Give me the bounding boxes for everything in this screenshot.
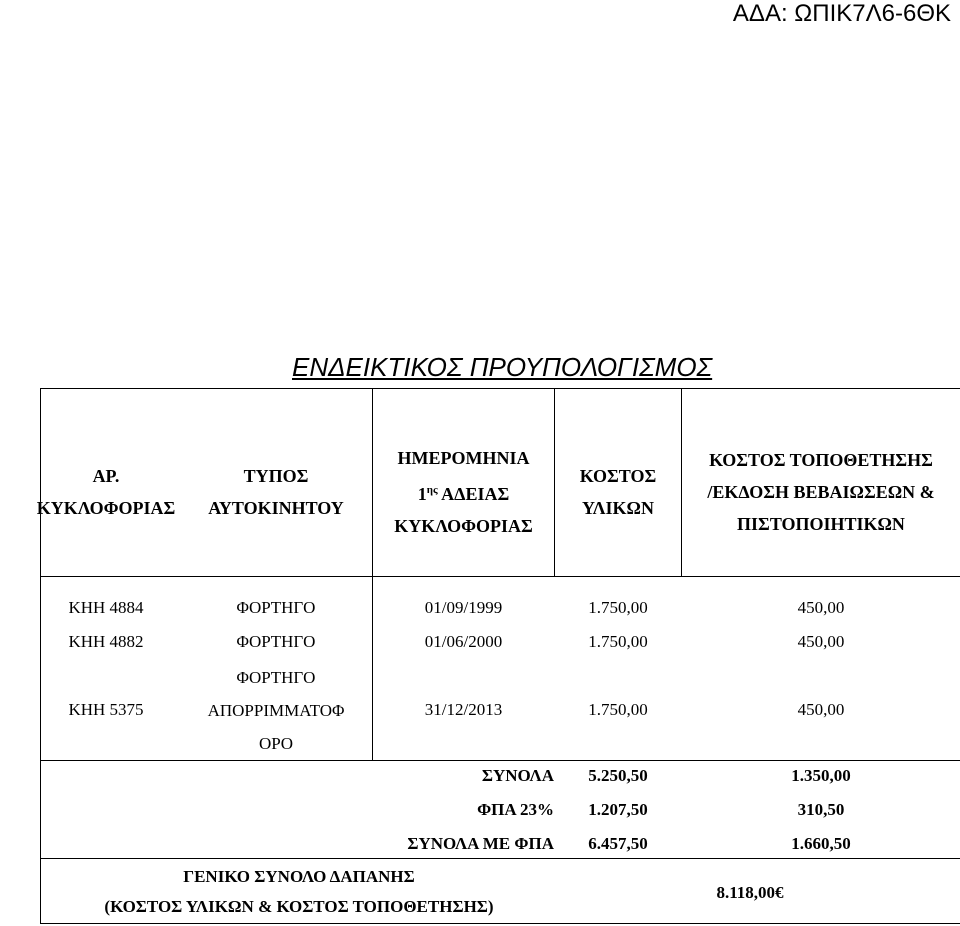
- install-cell: 450,00: [797, 598, 845, 617]
- totals-with-vat-install: 1.660,50: [791, 834, 851, 853]
- ada-code: ΑΔΑ: ΩΠΙΚ7Λ6-6ΘΚ: [732, 0, 951, 27]
- vat-install: 310,50: [797, 800, 845, 819]
- materials-cell: 1.750,00: [588, 700, 648, 719]
- totals-install: 1.350,00: [791, 766, 851, 785]
- vehicle-type-cell: ΦΟΡΤΗΓΟ: [236, 632, 316, 651]
- header-vehicle-type: ΤΥΠΟΣ ΑΥΤΟΚΙΝΗΤΟΥ: [208, 466, 344, 518]
- install-cell: 450,00: [797, 700, 845, 719]
- header-first-license-date: ΗΜΕΡΟΜΗΝΙΑ $1^{\eta\varsigma}$ ΑΔΕΙΑΣ ΚΥΚΛΟΦΟΡΙΑΣ: [394, 448, 533, 536]
- vehicle-type-cell: ΦΟΡΤΗΓΟ ΑΠΟΡΡΙΜΜΑΤΟΦ ΟΡΟ: [207, 667, 345, 753]
- date-cell: 31/12/2013: [424, 700, 503, 719]
- plate-cell: ΚΗΗ 4884: [68, 598, 144, 617]
- totals-divider: [40, 760, 960, 761]
- vat-label: ΦΠΑ 23%: [477, 800, 554, 819]
- page-title: ΕΝΔΕΙΚΤΙΚΟΣ ΠΡΟΥΠΟΛΟΓΙΣΜΟΣ: [292, 352, 713, 382]
- header-installation-cost: ΚΟΣΤΟΣ ΤΟΠΟΘΕΤΗΣΗΣ /ΕΚΔΟΣΗ ΒΕΒΑΙΩΣΕΩΝ & ΠΙΣΤΟΠΟΙΗΤΙΚΩΝ: [707, 450, 935, 534]
- table-border-top: [40, 388, 960, 389]
- totals-with-vat-label: ΣΥΝΟΛΑ ΜΕ ΦΠΑ: [407, 834, 554, 853]
- header-plate: ΑΡ. ΚΥΚΛΟΦΟΡΙΑΣ: [36, 466, 176, 518]
- plate-cell: ΚΗΗ 4882: [68, 632, 144, 651]
- table-border-bottom: [40, 923, 960, 924]
- totals-label: ΣΥΝΟΛΑ: [481, 766, 554, 785]
- grand-total-label: ΓΕΝΙΚΟ ΣΥΝΟΛΟ ΔΑΠΑΝΗΣ (ΚΟΣΤΟΣ ΥΛΙΚΩΝ & ΚΟΣΤΟΣ ΤΟΠΟΘΕΤΗΣΗΣ): [104, 867, 494, 916]
- date-cell: 01/06/2000: [424, 632, 503, 651]
- header-materials-cost: ΚΟΣΤΟΣ ΥΛΙΚΩΝ: [579, 466, 657, 518]
- vat-materials: 1.207,50: [588, 800, 648, 819]
- materials-cell: 1.750,00: [588, 632, 648, 651]
- install-cell: 450,00: [797, 632, 845, 651]
- totals-materials: 5.250,50: [588, 766, 648, 785]
- grand-total-divider: [40, 858, 960, 859]
- vehicle-type-cell: ΦΟΡΤΗΓΟ: [236, 598, 316, 617]
- materials-cell: 1.750,00: [588, 598, 648, 617]
- plate-cell: ΚΗΗ 5375: [68, 700, 144, 719]
- grand-total-value: 8.118,00€: [716, 883, 784, 902]
- header-divider: [40, 576, 960, 577]
- totals-with-vat-materials: 6.457,50: [588, 834, 648, 853]
- date-cell: 01/09/1999: [424, 598, 503, 617]
